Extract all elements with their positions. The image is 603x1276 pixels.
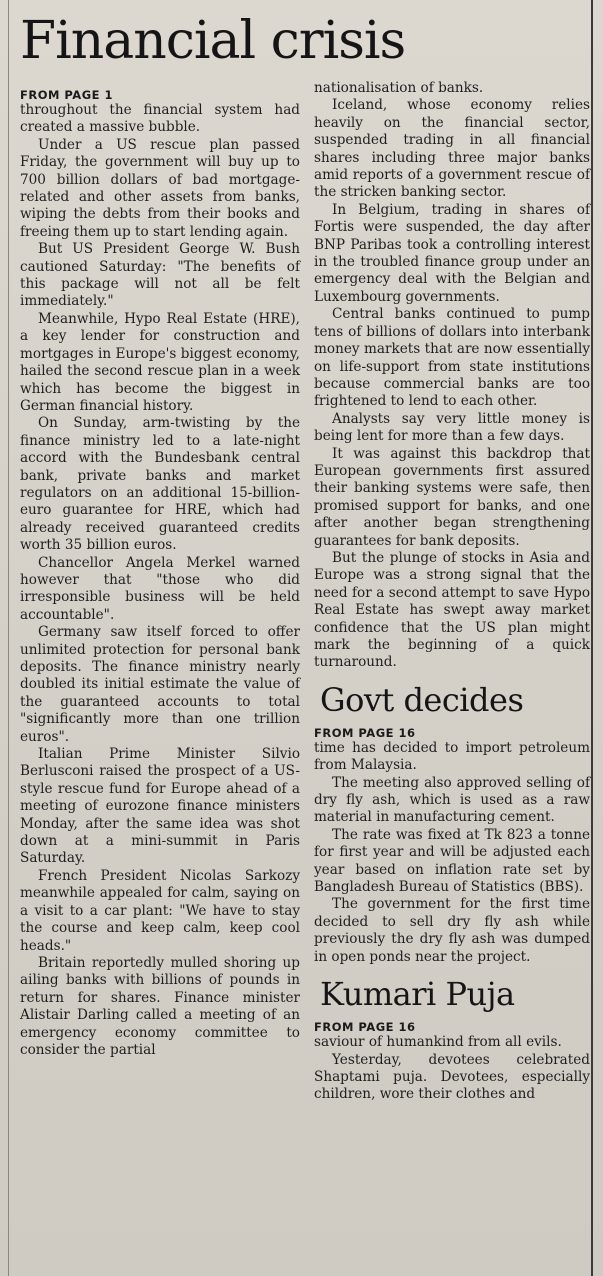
main-kicker: FROM PAGE 1 bbox=[20, 88, 114, 102]
paragraph: nationalisation of banks. bbox=[314, 80, 484, 96]
paragraph: saviour of humankind from all evils. bbox=[314, 1034, 562, 1051]
paragraph: On Sunday, arm-twisting by the finance ministry led to a late-night accord with the Bundesbank central bank, private banks and market regulators on an additional 15-billion-euro guarantee for HRE, which had already received guaranteed credits worth 35 billion euros. bbox=[20, 415, 300, 554]
paragraph: throughout the financial system had created a massive bubble. bbox=[20, 102, 300, 136]
paragraph: Yesterday, devotees celebrated Shaptami puja. Devotees, especially children, wore their clothes and bbox=[314, 1051, 590, 1103]
govt-kicker: FROM PAGE 16 bbox=[314, 725, 416, 740]
paragraph: The meeting also approved selling of dry fly ash, which is used as a raw material in manufacturing cement. bbox=[314, 774, 590, 826]
paragraph: Britain reportedly mulled shoring up ailing banks with billions of pounds in return for shares. Finance minister Alistair Darling called a meeting of an emergency economy committee to consider the partial bbox=[20, 954, 300, 1058]
paragraph: In Belgium, trading in shares of Fortis were suspended, the day after BNP Paribas took a controlling interest in the troubled finance group under an emergency deal with the Belgian and Luxembourg governments. bbox=[314, 201, 590, 305]
right-column bbox=[314, 80, 590, 1104]
left-column bbox=[20, 88, 300, 1059]
paragraph: Chancellor Angela Merkel warned however that "those who did irresponsible business will be held accountable". bbox=[20, 554, 300, 623]
paragraph: Italian Prime Minister Silvio Berlusconi raised the prospect of a US-style rescue fund for Europe ahead of a meeting of eurozone finance ministers Monday, after the same idea was shot down at a mini-summit in Paris Saturday. bbox=[20, 746, 300, 867]
paragraph: Central banks continued to pump tens of billions of dollars into interbank money markets that are now essentially on life-support from state institutions because commercial banks are too frightened to lend to each other. bbox=[314, 306, 590, 410]
main-headline: Financial crisis bbox=[20, 11, 406, 71]
paragraph: Analysts say very little money is being lent for more than a few days. bbox=[314, 410, 590, 445]
column-rule-left bbox=[8, 0, 9, 1276]
govt-headline: Govt decides bbox=[320, 680, 524, 719]
paragraph: It was against this backdrop that European governments first assured their banking systems were safe, then promised support for banks, and one after another began strengthening guarantees for bank deposits. bbox=[314, 445, 590, 549]
paragraph: The rate was fixed at Tk 823 a tonne for first year and will be adjusted each year based on inflation rate set by Bangladesh Bureau of Statistics (BBS). bbox=[314, 826, 590, 896]
paragraph: Under a US rescue plan passed Friday, the government will buy up to 700 billion dollars of bad mortgage-related and other assets from banks, wiping the debts from their books and freeing them up to start lending again. bbox=[20, 136, 300, 240]
paragraph: French President Nicolas Sarkozy meanwhile appealed for calm, saying on a visit to a car plant: "We have to stay the course and keep calm, keep cool heads." bbox=[20, 867, 300, 954]
paragraph: Germany saw itself forced to offer unlimited protection for personal bank deposits. The finance ministry nearly doubled its initial estimate the value of the guaranteed accounts to total "significantly more than one trillion euros". bbox=[20, 624, 300, 745]
puja-kicker: FROM PAGE 16 bbox=[314, 1020, 416, 1035]
paragraph: But US President George W. Bush cautioned Saturday: "The benefits of this package will not all be felt immediately." bbox=[20, 241, 300, 310]
column-rule-right bbox=[591, 0, 593, 1276]
paragraph: The government for the first time decided to sell dry fly ash while previously the dry fly ash was dumped in open ponds near the project. bbox=[314, 896, 590, 965]
paragraph: time has decided to import petroleum from Malaysia. bbox=[314, 739, 590, 774]
paragraph: Meanwhile, Hypo Real Estate (HRE), a key lender for construction and mortgages in Europe's biggest economy, hailed the second rescue plan in a week which has become the biggest in German financial history. bbox=[20, 310, 300, 414]
paragraph: But the plunge of stocks in Asia and Europe was a strong signal that the need for a second attempt to save Hypo Real Estate has swept away market confidence that the US plan might mark the beginning of a quick turnaround. bbox=[314, 549, 590, 671]
puja-headline: Kumari Puja bbox=[320, 975, 515, 1014]
paragraph: Iceland, whose economy relies heavily on the financial sector, suspended trading in all financial shares including three major banks amid reports of a government rescue of the stricken banking sector. bbox=[314, 97, 590, 201]
